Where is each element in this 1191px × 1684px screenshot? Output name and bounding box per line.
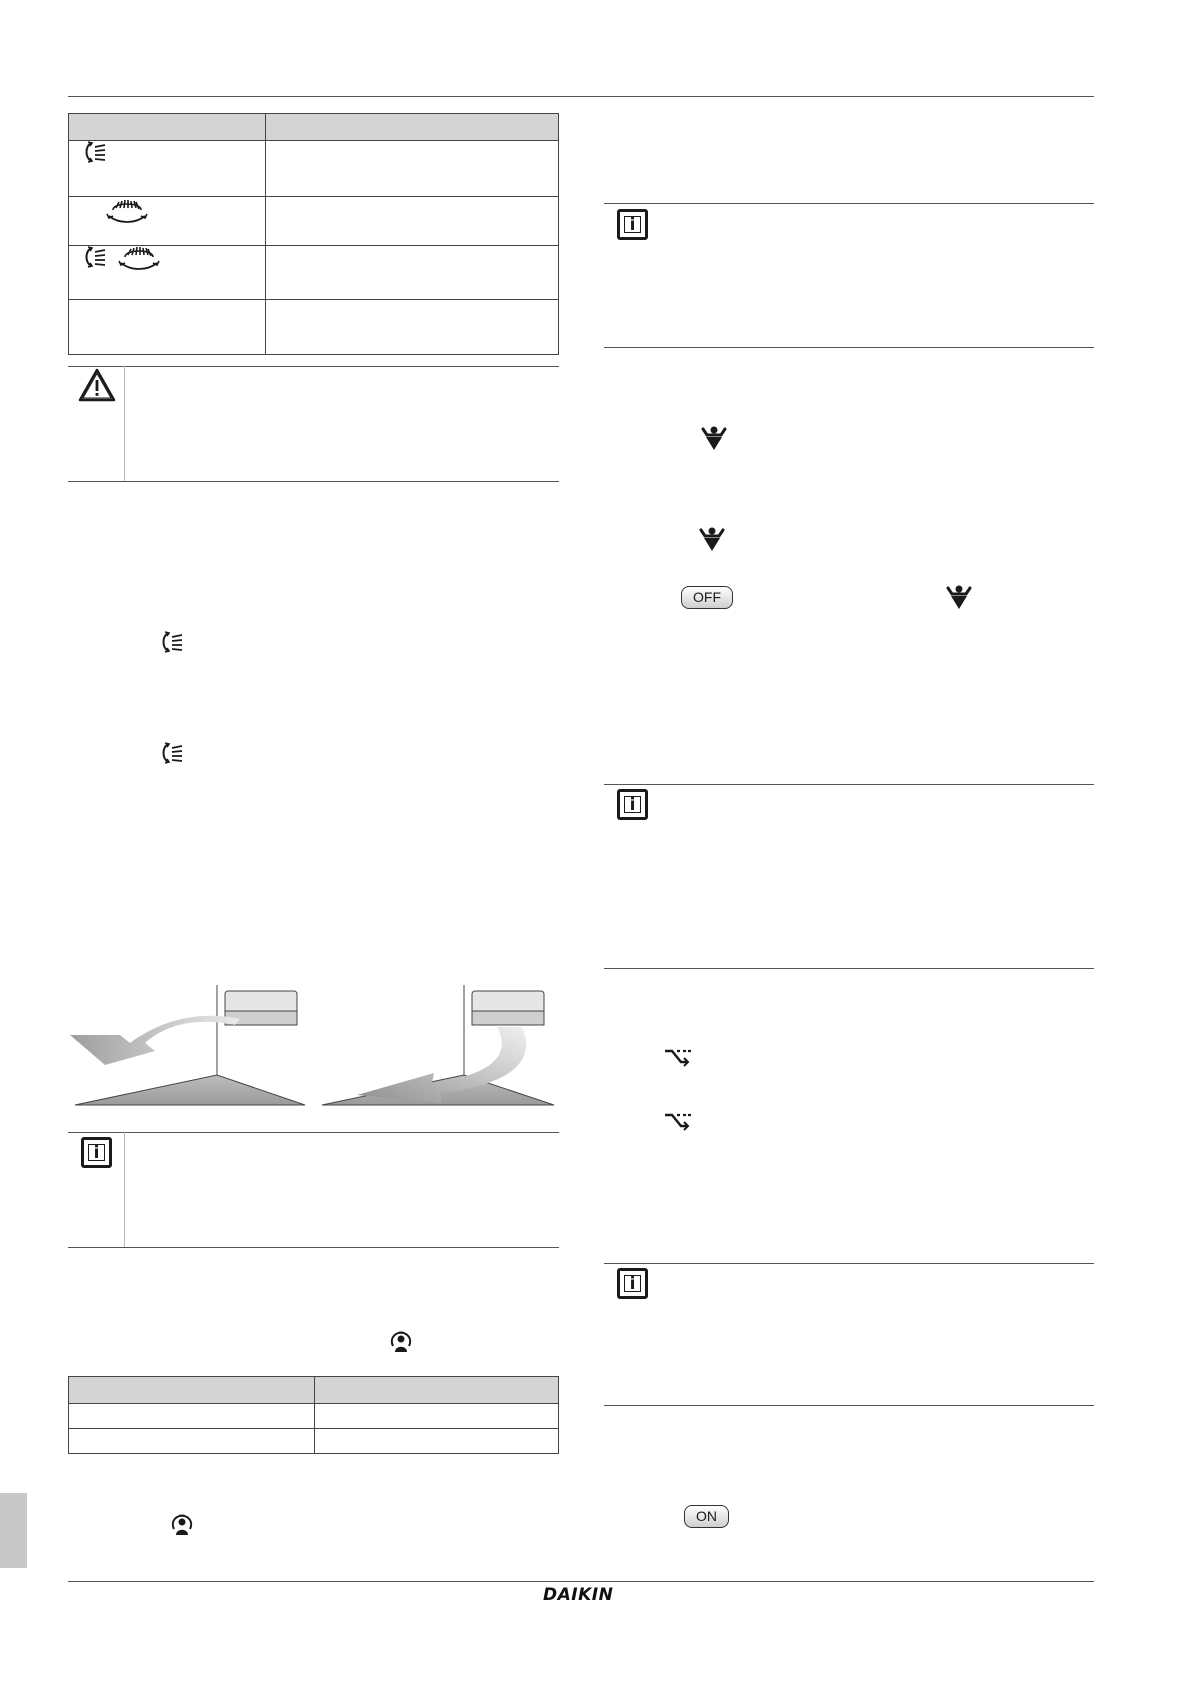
- info-bottom-rule: [604, 968, 1094, 969]
- airflow-illustration-heating: [322, 985, 554, 1110]
- table-row: [69, 197, 559, 246]
- table-cell: [315, 1404, 559, 1429]
- chapter-side-tab: [0, 1493, 27, 1568]
- powerful-mode-icon: [698, 424, 730, 452]
- on-button[interactable]: ON: [684, 1505, 729, 1528]
- info-bottom-rule: [604, 347, 1094, 348]
- information-icon: i: [617, 789, 648, 820]
- table-cell: [69, 246, 266, 300]
- table-cell: [69, 300, 266, 355]
- table-header-cell: [266, 114, 559, 141]
- table-header-cell: [69, 114, 266, 141]
- info-sidebar-rule: [124, 1132, 125, 1247]
- vertical-swing-icon: [83, 140, 109, 166]
- vertical-swing-icon: [160, 741, 186, 767]
- information-icon: i: [81, 1137, 112, 1168]
- daikin-logo: DAIKIN: [543, 1585, 614, 1605]
- info-top-rule: [604, 203, 1094, 204]
- econo-switch-icon: [663, 1048, 693, 1068]
- powerful-mode-icon: [696, 525, 728, 553]
- page-footer-rule: [68, 1581, 1094, 1582]
- info-bottom-rule: [68, 1247, 559, 1248]
- table-row: [69, 1404, 559, 1429]
- off-button[interactable]: OFF: [681, 586, 733, 609]
- airflow-illustration-cooling: [75, 985, 305, 1110]
- table-cell: [266, 246, 559, 300]
- caution-triangle-icon: [78, 368, 116, 402]
- table-row: [69, 246, 559, 300]
- table-cell: [69, 141, 266, 197]
- swing-mode-table: [68, 113, 559, 355]
- table-cell: [69, 197, 266, 246]
- table-cell: [266, 300, 559, 355]
- vertical-swing-icon: [160, 630, 186, 656]
- caution-sidebar-rule: [124, 366, 125, 481]
- comfort-airflow-table: [68, 1376, 559, 1454]
- table-row: [69, 141, 559, 197]
- horizontal-swing-icon: [105, 198, 149, 228]
- powerful-mode-icon: [943, 583, 975, 611]
- table-row: [69, 1429, 559, 1454]
- table-header-row: [69, 1377, 559, 1404]
- 3d-swing-icon: [83, 245, 163, 275]
- information-icon: i: [617, 1268, 648, 1299]
- info-top-rule: [68, 1132, 559, 1133]
- econo-switch-icon: [663, 1112, 693, 1132]
- caution-top-rule: [68, 366, 559, 367]
- table-cell: [266, 141, 559, 197]
- table-row: [69, 300, 559, 355]
- comfort-airflow-icon: [388, 1330, 414, 1356]
- info-top-rule: [604, 1263, 1094, 1264]
- table-cell: [266, 197, 559, 246]
- page-header-rule: [68, 96, 1094, 97]
- table-header-cell: [69, 1377, 315, 1404]
- info-bottom-rule: [604, 1405, 1094, 1406]
- table-header-cell: [315, 1377, 559, 1404]
- caution-bottom-rule: [68, 481, 559, 482]
- information-icon: i: [617, 209, 648, 240]
- table-header-row: [69, 114, 559, 141]
- table-cell: [315, 1429, 559, 1454]
- comfort-airflow-icon: [169, 1513, 195, 1539]
- table-cell: [69, 1404, 315, 1429]
- info-top-rule: [604, 784, 1094, 785]
- table-cell: [69, 1429, 315, 1454]
